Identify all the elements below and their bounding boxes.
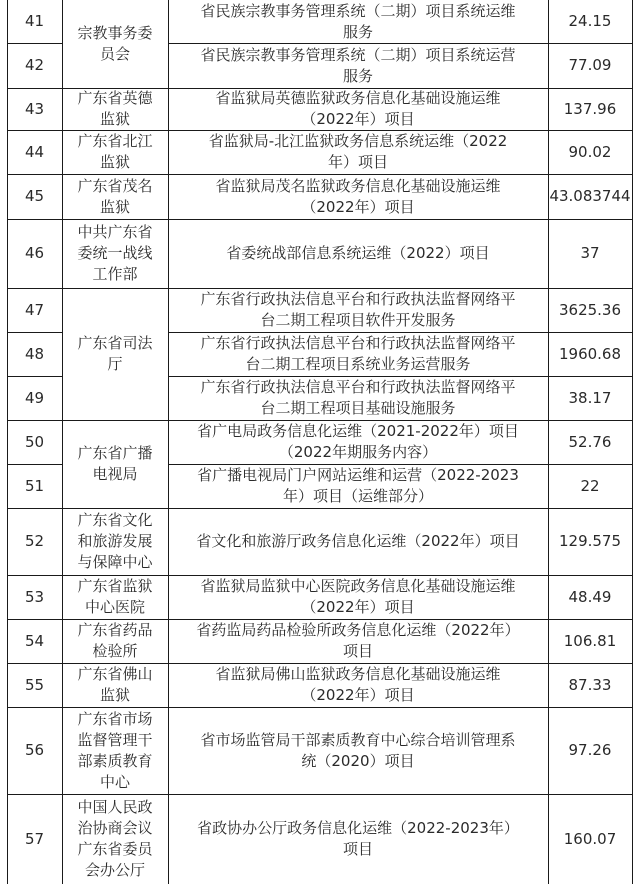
amount: 52.76 xyxy=(568,432,612,451)
column-divider xyxy=(7,0,8,884)
row-number: 52 xyxy=(24,532,45,550)
amount: 160.07 xyxy=(563,829,617,848)
project-name: 广东省行政执法信息平台和行政执法监督网络平 台二期工程项目系统业务运营服务 xyxy=(200,334,516,373)
unit-name: 广东省茂名 监狱 xyxy=(77,176,153,216)
unit-name: 广东省司法 厅 xyxy=(77,334,153,373)
row-number: 42 xyxy=(24,56,45,74)
column-divider xyxy=(548,0,549,884)
amount: 129.575 xyxy=(558,532,622,550)
amount: 24.15 xyxy=(568,12,612,30)
project-name: 省广电局政务信息化运维（2021-2022年）项目 （2022年期服务内容） xyxy=(197,422,519,461)
project-name: 省民族宗教事务管理系统（二期）项目系统运营 服务 xyxy=(200,45,516,85)
amount: 137.96 xyxy=(563,99,617,118)
project-name: 省监狱局佛山监狱政务信息化基础设施运维 （2022年）项目 xyxy=(215,665,501,704)
unit-name: 广东省市场 监督管理干 部素质教育 中心 xyxy=(77,709,153,791)
row-divider xyxy=(7,575,632,576)
row-divider xyxy=(7,619,632,620)
row-number: 47 xyxy=(24,300,45,319)
unit-name: 广东省佛山 监狱 xyxy=(77,665,153,704)
amount: 106.81 xyxy=(563,631,617,650)
row-number: 49 xyxy=(24,388,45,407)
row-divider xyxy=(7,288,632,289)
row-number: 54 xyxy=(24,631,45,650)
amount: 22 xyxy=(580,476,600,495)
amount: 90.02 xyxy=(568,142,612,161)
amount: 3625.36 xyxy=(558,300,622,319)
row-number: 46 xyxy=(24,244,45,262)
unit-name: 中国人民政 治协商会议 广东省委员 会办公厅 xyxy=(77,798,153,879)
project-name: 省广播电视局门户网站运维和运营（2022-2023 年）项目（运维部分） xyxy=(197,466,519,505)
project-name: 省监狱局英德监狱政务信息化基础设施运维 （2022年）项目 xyxy=(215,89,501,128)
row-number: 53 xyxy=(24,587,45,606)
unit-name: 中共广东省 委统一战线 工作部 xyxy=(77,223,153,283)
row-divider xyxy=(7,332,62,333)
row-number: 56 xyxy=(24,741,45,759)
row-divider xyxy=(7,794,632,795)
row-divider xyxy=(7,376,62,377)
amount: 43.083744 xyxy=(549,187,631,205)
row-number: 51 xyxy=(24,476,45,495)
row-divider xyxy=(7,464,62,465)
amount: 97.26 xyxy=(568,741,612,759)
amount: 87.33 xyxy=(568,675,612,694)
row-divider xyxy=(7,219,632,220)
amount: 37 xyxy=(580,244,600,262)
row-number: 55 xyxy=(24,675,45,694)
row-number: 57 xyxy=(24,829,45,848)
project-name: 省政协办公厅政务信息化运维（2022-2023年） 项目 xyxy=(197,819,519,858)
unit-name: 广东省广播 电视局 xyxy=(77,444,153,483)
row-divider xyxy=(7,508,632,509)
row-number: 45 xyxy=(24,187,45,205)
row-divider xyxy=(168,464,632,465)
row-number: 43 xyxy=(24,99,45,118)
amount: 48.49 xyxy=(568,587,612,606)
row-divider xyxy=(7,43,62,44)
amount: 38.17 xyxy=(568,388,612,407)
unit-name: 广东省北江 监狱 xyxy=(77,132,153,171)
project-name: 广东省行政执法信息平台和行政执法监督网络平 台二期工程项目软件开发服务 xyxy=(200,290,516,329)
project-name: 省市场监管局干部素质教育中心综合培训管理系 统（2020）项目 xyxy=(200,730,516,770)
row-number: 41 xyxy=(24,12,45,30)
project-name: 省监狱局-北江监狱政务信息系统运维（2022 年）项目 xyxy=(208,132,508,171)
project-name: 省文化和旅游厅政务信息化运维（2022年）项目 xyxy=(196,532,520,550)
project-name: 广东省行政执法信息平台和行政执法监督网络平 台二期工程项目基础设施服务 xyxy=(200,378,516,417)
row-divider xyxy=(7,420,632,421)
project-name: 省药监局药品检验所政务信息化运维（2022年） 项目 xyxy=(196,621,520,660)
unit-name: 广东省英德 监狱 xyxy=(77,89,153,128)
unit-name: 广东省文化 和旅游发展 与保障中心 xyxy=(77,511,153,571)
unit-name: 广东省监狱 中心医院 xyxy=(77,577,153,616)
project-name: 省监狱局茂名监狱政务信息化基础设施运维 （2022年）项目 xyxy=(215,176,501,216)
row-divider xyxy=(168,332,632,333)
row-number: 50 xyxy=(24,432,45,451)
project-name: 省委统战部信息系统运维（2022）项目 xyxy=(226,244,490,262)
column-divider xyxy=(632,0,633,884)
unit-name: 广东省药品 检验所 xyxy=(77,621,153,660)
project-name: 省监狱局监狱中心医院政务信息化基础设施运维 （2022年）项目 xyxy=(200,577,516,616)
row-divider xyxy=(7,174,632,175)
unit-name: 宗教事务委 员会 xyxy=(77,24,153,63)
amount: 1960.68 xyxy=(558,344,622,363)
row-divider xyxy=(168,43,632,44)
row-divider xyxy=(7,663,632,664)
row-number: 44 xyxy=(24,142,45,161)
column-divider xyxy=(168,0,169,884)
row-divider xyxy=(168,376,632,377)
project-name: 省民族宗教事务管理系统（二期）项目系统运维 服务 xyxy=(200,1,516,41)
amount: 77.09 xyxy=(568,56,612,74)
row-number: 48 xyxy=(24,344,45,363)
column-divider xyxy=(62,0,63,884)
row-divider xyxy=(7,130,632,131)
row-divider xyxy=(7,707,632,708)
row-divider xyxy=(7,88,632,89)
